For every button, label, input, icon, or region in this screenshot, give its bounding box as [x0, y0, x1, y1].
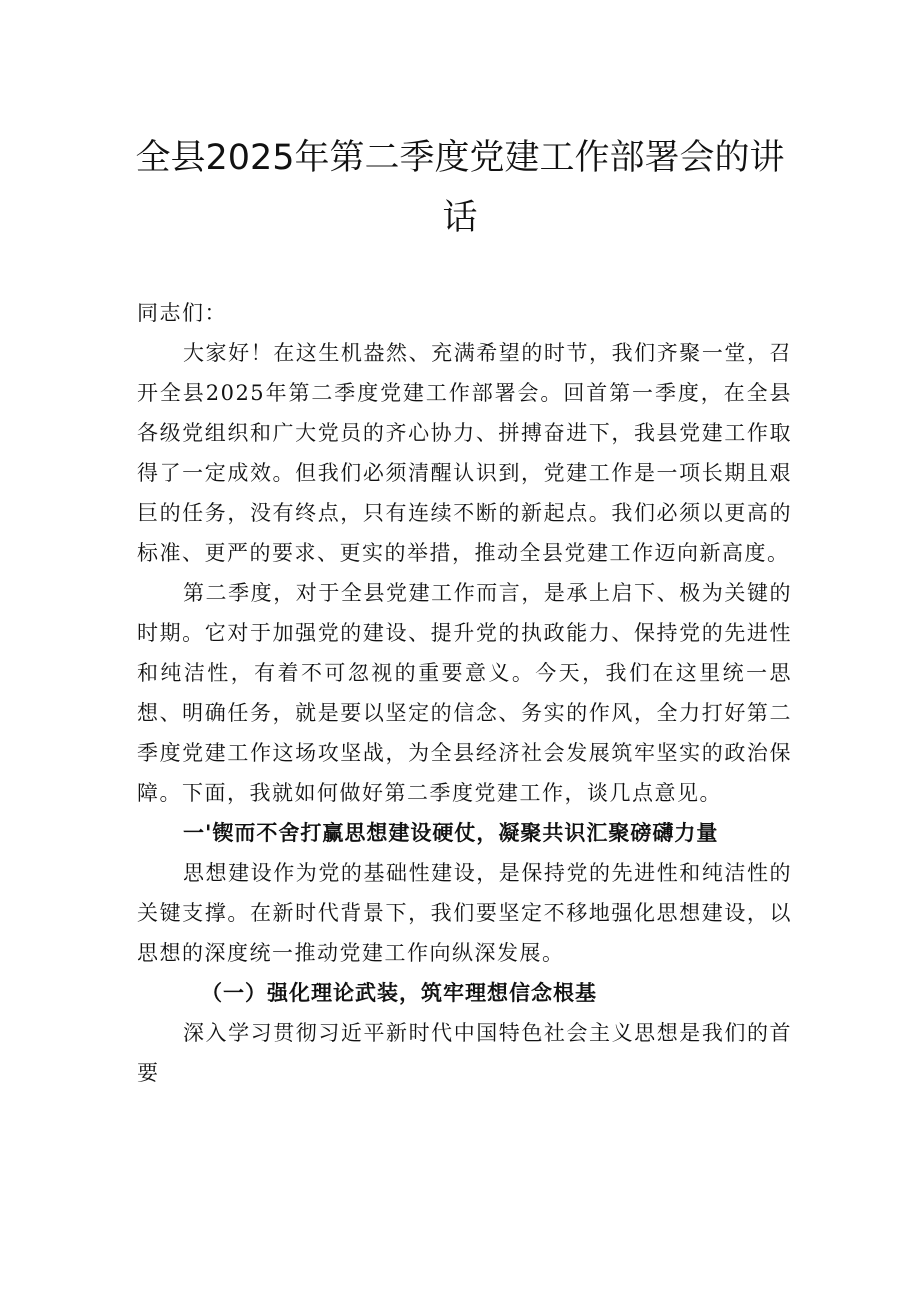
subsection-1-paragraph: 深入学习贯彻习近平新时代中国特色社会主义思想是我们的首要: [137, 1021, 792, 1085]
section-1-paragraph: 思想建设作为党的基础性建设，是保持党的先进性和纯洁性的关键支撑。在新时代背景下，我们要坚定不移地强化思想建设，以思想的深度统一推动党建工作向纵深发展。: [137, 861, 792, 965]
document-body: [137, 293, 792, 1093]
paragraph-second-quarter: 第二季度，对于全县党建工作而言，是承上启下、极为关键的时期。它对于加强党的建设、提升党的执政能力、保持党的先进性和纯洁性，有着不可忽视的重要意义。今天，我们在这里统一思想、明确任务，就是要以坚定的信念、务实的作风，全力打好第二季度党建工作这场攻坚战，为全县经济社会发展筑牢坚实的政治保障。下面，我就如何做好第二季度党建工作，谈几点意见。: [137, 581, 792, 805]
greeting: 同志们：: [137, 301, 227, 325]
section-heading-1: 一'锲而不舍打赢思想建设硬仗，凝聚共识汇聚磅礴力量: [183, 820, 719, 845]
document-title: 全县2025年第二季度党建工作部署会的讲话: [135, 138, 785, 238]
subsection-heading-1: （一）强化理论武装，筑牢理想信念根基: [201, 980, 597, 1005]
paragraph-opening: 大家好！在这生机盎然、充满希望的时节，我们齐聚一堂，召开全县2025年第二季度党建工作部署会。回首第一季度，在全县各级党组织和广大党员的齐心协力、拼搏奋进下，我县党建工作取得了一定成效。但我们必须清醒认识到，党建工作是一项长期且艰巨的任务，没有终点，只有连续不断的新起点。我们必须以更高的标准、更严的要求、更实的举措，推动全县党建工作迈向新高度。: [137, 341, 792, 565]
